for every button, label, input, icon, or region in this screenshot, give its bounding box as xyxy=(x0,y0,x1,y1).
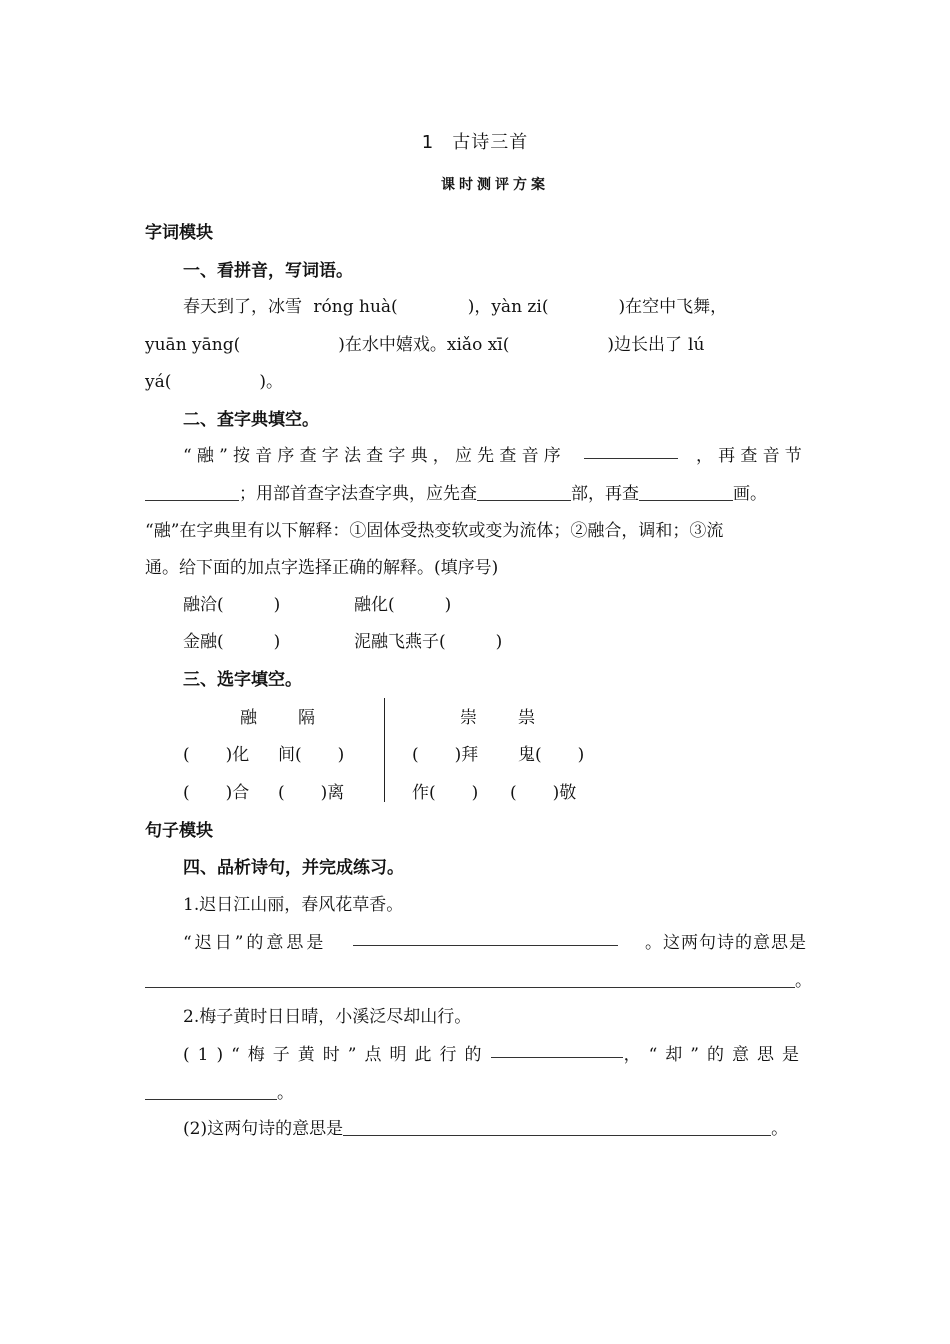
q3-answer-box[interactable]: ( ) xyxy=(183,783,233,803)
q3-answer-box[interactable]: ( ) xyxy=(535,745,585,765)
q2-line1-text: “融”按音序查字法查字典，应先查音序 xyxy=(183,446,566,466)
q3-left-row2-item2 xyxy=(278,778,344,803)
q2-item-2-answer[interactable]: ( ) xyxy=(388,595,452,615)
q4-p2-q2 xyxy=(183,1114,788,1139)
q3-right-row2-word2: 敬 xyxy=(559,783,577,803)
q3-left-row2-word1: 合 xyxy=(232,783,250,803)
q1-line1-text: 春天到了，冰雪 xyxy=(183,297,302,317)
q2-item-1 xyxy=(183,590,280,615)
answer-box-luya[interactable]: ( ) xyxy=(164,372,267,392)
q1-line3 xyxy=(145,367,283,392)
page-title xyxy=(0,128,950,154)
q3-right-row2-word1: 作 xyxy=(412,783,429,803)
q2-item-3-answer[interactable]: ( ) xyxy=(217,632,281,652)
q3-left-row1-word2: 间 xyxy=(278,745,295,765)
q3-answer-box[interactable]: ( ) xyxy=(510,783,560,803)
lesson-title: 古诗三首 xyxy=(452,132,529,153)
q4-p2-q1-b: ，“却”的意思是 xyxy=(623,1045,807,1065)
module-words-heading: 字词模块 xyxy=(145,223,213,243)
q3-right-char-1: 崇 xyxy=(460,708,477,728)
q3-left-row1-word1: 化 xyxy=(232,745,250,765)
q1-line1-tail: 在空中飞舞， xyxy=(625,297,728,317)
q2-item-3 xyxy=(183,627,280,652)
q4-p1-question xyxy=(183,928,807,953)
blank-bushou[interactable] xyxy=(477,483,571,501)
q2-item-4-answer[interactable]: ( ) xyxy=(439,632,503,652)
pinyin-yuanyang: yuān yāng xyxy=(145,335,234,355)
q4-p1-question-b: 。这两句诗的意思是 xyxy=(644,933,807,953)
q1-line2-tail: 边长出了 xyxy=(614,335,683,355)
q2-item-2 xyxy=(354,590,451,615)
q4-poem-1: 1.迟日江山丽，春风花草香。 xyxy=(183,895,404,915)
answer-box-xiaoxi[interactable]: ( ) xyxy=(502,335,615,355)
q2-item-2-word: 融化 xyxy=(354,595,388,615)
blank-bihua[interactable] xyxy=(639,483,733,501)
q3-right-row2-item1 xyxy=(412,778,478,803)
q3-answer-box[interactable]: ( ) xyxy=(278,783,328,803)
q3-left-row1-item2 xyxy=(278,740,344,765)
blank-purpose[interactable] xyxy=(491,1040,623,1058)
q3-answer-box[interactable]: ( ) xyxy=(412,745,462,765)
blank-que-meaning[interactable] xyxy=(145,1082,277,1100)
module-sentences-heading: 句子模块 xyxy=(145,821,213,841)
q1-line2-text: 在水中嬉戏。 xyxy=(344,335,447,355)
q2-item-4 xyxy=(354,627,502,652)
blank-yinjie[interactable] xyxy=(145,483,239,501)
page-subtitle: 课时测评方案 xyxy=(441,177,549,193)
q2-line2-text: ；用部首查字法查字典，应先查 xyxy=(239,484,477,504)
q3-left-char-1: 融 xyxy=(240,708,257,728)
q4-p1-question-a: “迟日”的意思是 xyxy=(183,933,327,953)
q2-line4: 通。给下面的加点字选择正确的解释。(填序号) xyxy=(145,558,499,578)
q4-p1-answer-line xyxy=(145,966,812,991)
q4-p2-q1 xyxy=(183,1040,807,1065)
q3-right-row1-word2: 鬼 xyxy=(518,745,535,765)
q4-p2-q1-answer-line xyxy=(145,1078,294,1103)
blank-p1-meaning[interactable] xyxy=(145,970,795,988)
q3-left-row1-item1 xyxy=(183,740,249,765)
pinyin-yanzi: yàn zi xyxy=(491,297,542,317)
pinyin-lu: lú xyxy=(688,335,705,355)
blank-yinxu[interactable] xyxy=(584,441,678,459)
q4-p2-q1-end: 。 xyxy=(277,1083,294,1103)
q2-line1 xyxy=(183,441,807,466)
q2-heading: 二、查字典填空。 xyxy=(183,410,319,430)
answer-box-ronghua[interactable]: ( ) xyxy=(391,297,475,317)
q3-right-row1-item2 xyxy=(518,740,584,765)
blank-chiri[interactable] xyxy=(353,928,618,946)
q3-left-char-2: 隔 xyxy=(298,708,315,728)
q3-right-row2-item2 xyxy=(510,778,576,803)
q1-line3-end: 。 xyxy=(266,372,284,392)
q2-item-3-word: 金融 xyxy=(183,632,217,652)
q1-heading: 一、看拼音，写词语。 xyxy=(183,261,353,281)
answer-box-yanzi[interactable]: ( ) xyxy=(541,297,626,317)
q2-item-4-word: 泥融飞燕子 xyxy=(354,632,439,652)
q2-item-1-answer[interactable]: ( ) xyxy=(217,595,281,615)
blank-p2-meaning[interactable] xyxy=(343,1118,771,1136)
q1-line1 xyxy=(183,292,727,317)
q3-left-row2-item1 xyxy=(183,778,249,803)
q4-poem-2: 2.梅子黄时日日晴，小溪泛尽却山行。 xyxy=(183,1007,472,1027)
q3-answer-box[interactable]: ( ) xyxy=(183,745,233,765)
q1-line1-comma: ， xyxy=(474,297,492,317)
q4-heading: 四、品析诗句，并完成练习。 xyxy=(183,858,404,878)
q2-line1-tail: ，再查音节 xyxy=(695,446,807,466)
answer-box-yuanyang[interactable]: ( ) xyxy=(233,335,345,355)
q2-line3: “融”在字典里有以下解释：①固体受热变软或变为流体；②融合，调和；③流 xyxy=(145,521,724,541)
q3-right-row1-word1: 拜 xyxy=(461,745,479,765)
q3-right-char-2: 祟 xyxy=(518,708,535,728)
q2-line2-tail: 画。 xyxy=(733,484,767,504)
q2-line2-mid: 部，再查 xyxy=(571,484,639,504)
q2-line2 xyxy=(145,479,767,504)
q4-p1-end: 。 xyxy=(795,971,812,991)
q3-answer-box[interactable]: ( ) xyxy=(429,783,479,803)
q1-line2 xyxy=(145,330,704,355)
pinyin-ya: yá xyxy=(145,372,165,392)
pinyin-ronghua: róng huà xyxy=(313,297,392,317)
q3-divider xyxy=(384,698,385,802)
pinyin-xiaoxi: xiǎo xī xyxy=(446,335,503,355)
q3-left-row2-word2: 离 xyxy=(327,783,345,803)
q4-p2-q2-end: 。 xyxy=(771,1119,789,1139)
q3-heading: 三、选字填空。 xyxy=(183,670,302,690)
q2-item-1-word: 融洽 xyxy=(183,595,217,615)
q3-right-row1-item1 xyxy=(412,740,478,765)
q4-p2-q1-a: (1)“梅子黄时”点明此行的 xyxy=(183,1045,490,1065)
q3-answer-box[interactable]: ( ) xyxy=(295,745,345,765)
lesson-number: 1 xyxy=(421,132,435,153)
q4-p2-q2-text: (2)这两句诗的意思是 xyxy=(183,1119,344,1139)
